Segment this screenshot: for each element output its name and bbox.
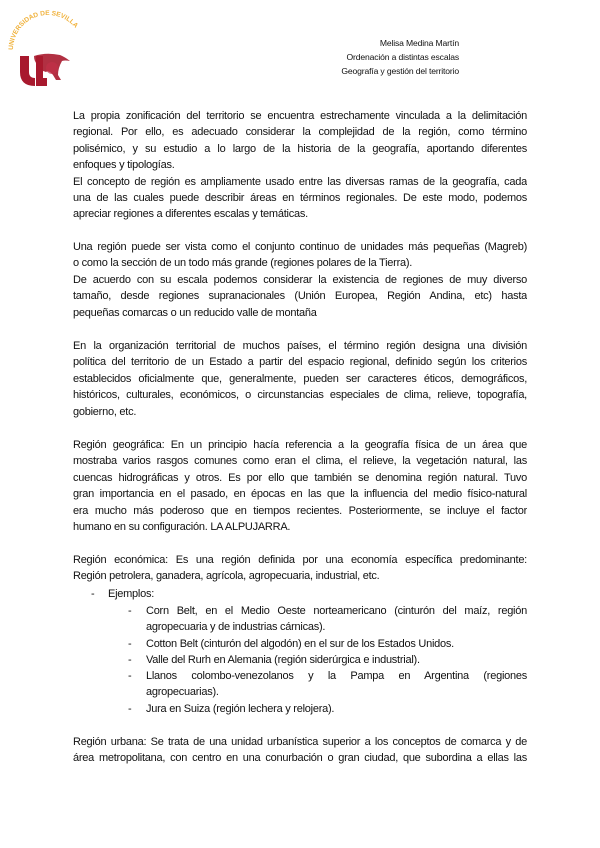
text-line: tamaño, desde regiones supranacionales (Unión Europea, Región Andina, etc) hasta <box>73 290 527 303</box>
text-line: Una región puede ser vista como el conjunto continuo de unidades más pequeñas (Magreb) <box>73 241 527 253</box>
text-line: Jura en Suiza (región lechera y relojera). <box>146 703 335 715</box>
degree-name: Geografía y gestión del territorio <box>341 66 459 76</box>
text-line: o como la sección de un todo más grande (regiones polares de la Tierra). <box>73 257 413 270</box>
example-list-item <box>128 701 527 717</box>
example-list-item <box>128 652 527 668</box>
text-line: mostraba varios rasgos comunes como eran el clima, el relieve, la vegetación natural, las <box>73 455 527 468</box>
paragraph-block <box>73 437 527 535</box>
logo-emblem-icon <box>20 54 70 86</box>
text-line: En la organización territorial de muchos países, el término región designa una división <box>73 340 527 352</box>
text-line: cuencas hidrográficas y otros. Es por ello que también se denomina región natural. Tuvo <box>73 471 527 484</box>
text-line: Corn Belt, en el Medio Oeste norteamericano (cinturón del maíz, región <box>146 605 527 617</box>
text-line: agropecuarias). <box>146 686 219 699</box>
text-line: pequeñas comarcas o un reducido valle de montaña <box>73 306 317 319</box>
paragraph-block <box>73 338 527 420</box>
bullet-dash: - <box>128 605 132 617</box>
text-line: Región petrolera, ganadera, agrícola, agropecuaria, industrial, etc. <box>73 570 380 583</box>
course-subject: Ordenación a distintas escalas <box>346 52 459 62</box>
text-line: política del territorio de un Estado a partir del espacio regional, definido según los criterios <box>73 356 527 369</box>
example-list-item <box>128 636 527 652</box>
text-line: Región económica: Es una región definida por una economía específica predominante: <box>73 554 527 566</box>
paragraph-block <box>73 239 527 321</box>
text-line: Valle del Rurh en Alemania (región siderúrgica e industrial). <box>146 654 420 666</box>
paragraph-block <box>73 108 527 223</box>
paragraph-block <box>73 734 527 767</box>
bullet-dash: - <box>128 654 132 666</box>
text-line: humano en su configuración. LA ALPUJARRA. <box>73 520 291 533</box>
example-list-item <box>128 603 527 636</box>
examples-heading <box>91 586 154 602</box>
text-line: polisémico, y su estudio a lo largo de la historia de la geografía, aportando diferentes <box>73 142 527 155</box>
bullet-dash: - <box>128 670 132 682</box>
examples-label: Ejemplos: <box>108 588 155 600</box>
bullet-dash: - <box>91 588 95 600</box>
bullet-dash: - <box>128 703 132 715</box>
text-line: De acuerdo con su escala podemos considerar la existencia de regiones de muy diverso <box>73 273 527 286</box>
text-line: establecidos oficialmente que, generalmente, pueden ser caracteres éticos, demográficos, <box>73 372 527 385</box>
text-line: área metropolitana, con centro en una conurbación o gran ciudad, que subordina a ellas las <box>73 752 527 765</box>
document-header <box>341 36 459 78</box>
text-line: La propia zonificación del territorio se encuentra estrechamente vinculada a la delimitación <box>73 110 527 122</box>
text-line: históricos, culturales, económicos, o circunstancias especiales de clima, relieve, topografía, <box>73 389 527 402</box>
text-line: gobierno, etc. <box>73 405 137 418</box>
bullet-dash: - <box>128 638 132 650</box>
text-line: una de las cuales puede describir áreas en términos regionales. De este modo, podemos <box>73 191 527 204</box>
logo-text: UNIVERSIDAD DE SEVILLA <box>8 9 80 51</box>
example-list-item <box>128 668 527 701</box>
text-line: enfoques y tipologías. <box>73 159 175 172</box>
text-line: gran importancia en el pasado, en épocas en las que la influencia del medio físico-natural <box>73 488 527 501</box>
text-line: Región urbana: Se trata de una unidad urbanística superior a los conceptos de comarca y de <box>73 736 527 748</box>
university-logo <box>8 6 88 90</box>
author-name: Melisa Medina Martín <box>379 38 459 48</box>
text-line: Llanos colombo-venezolanos y la Pampa en Argentina (regiones <box>146 670 527 682</box>
text-line: regional. Por ello, es adecuado considerar la complejidad de la región, como término <box>73 126 527 139</box>
text-line: agropecuaria y de industrias cárnicas). <box>146 621 326 634</box>
text-line: Región geográfica: En un principio hacía referencia a la geografía física de un área que <box>73 439 527 451</box>
text-line: Cotton Belt (cinturón del algodón) en el sur de los Estados Unidos. <box>146 638 454 650</box>
text-line: apreciar regiones a diferentes escalas y temáticas. <box>73 208 308 221</box>
paragraph-block <box>73 552 527 585</box>
text-line: era mucho más poderoso que en tiempos recientes. Posteriormente, se incluye el factor <box>73 504 527 517</box>
text-line: El concepto de región es ampliamente usado entre las diversas ramas de la geografía, cada <box>73 175 527 188</box>
